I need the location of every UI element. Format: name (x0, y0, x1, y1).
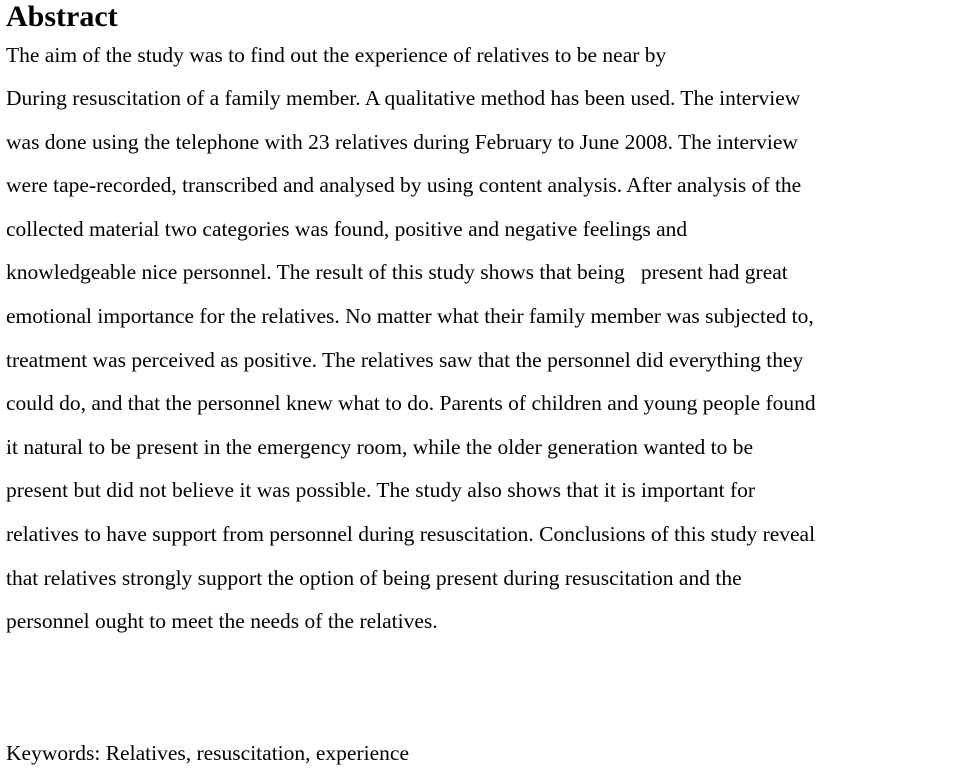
abstract-line: could do, and that the personnel knew what to do. Parents of children and young people found (6, 391, 816, 416)
abstract-line: emotional importance for the relatives. No matter what their family member was subjected to, (6, 303, 814, 328)
abstract-line: collected material two categories was found, positive and negative feelings and (6, 216, 688, 241)
abstract-line: was done using the telephone with 23 relatives during February to June 2008. The interview (6, 129, 798, 154)
abstract-line: knowledgeable nice personnel. The result of this study shows that being present had great (6, 260, 788, 285)
abstract-line: treatment was perceived as positive. The relatives saw that the personnel did everything they (6, 347, 804, 372)
abstract-line: personnel ought to meet the needs of the relatives. (6, 609, 438, 634)
keywords-line: Keywords: Relatives, resuscitation, experience (6, 741, 409, 765)
abstract-line: present but did not believe it was possible. The study also shows that it is important for (6, 478, 756, 503)
abstract-line: that relatives strongly support the option of being present during resuscitation and the (6, 565, 742, 590)
abstract-body (6, 34, 816, 644)
abstract-line: The aim of the study was to find out the experience of relatives to be near by (6, 43, 667, 67)
abstract-line: relatives to have support from personnel during resuscitation. Conclusions of this study reveal (6, 521, 816, 546)
abstract-line: During resuscitation of a family member. A qualitative method has been used. The interview (6, 86, 801, 110)
abstract-line: were tape-recorded, transcribed and analysed by using content analysis. After analysis of the (6, 173, 802, 198)
abstract-heading: Abstract (6, 0, 118, 33)
abstract-line: it natural to be present in the emergency room, while the older generation wanted to be (6, 434, 754, 459)
